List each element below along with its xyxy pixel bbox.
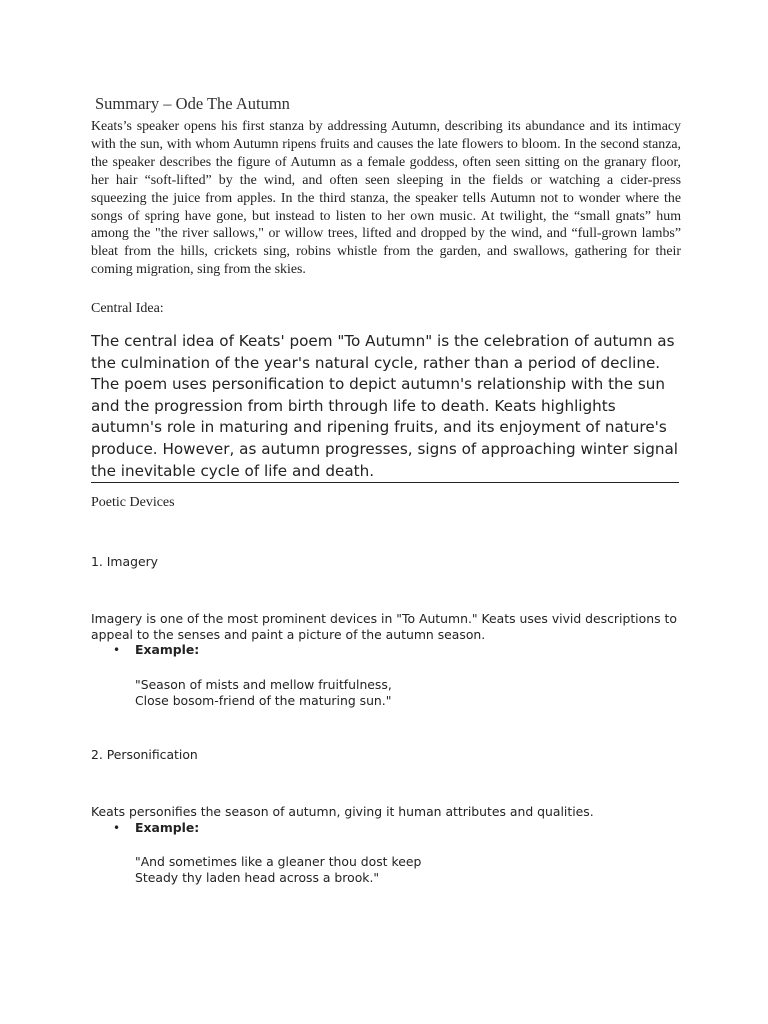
central-idea-label: Central Idea: [91, 301, 164, 316]
personification-heading: 2. Personification [91, 747, 198, 762]
poetic-devices-heading: Poetic Devices [91, 495, 175, 510]
quote-line: "And sometimes like a gleaner thou dost keep [135, 854, 422, 869]
imagery-heading: 1. Imagery [91, 554, 158, 569]
central-idea-paragraph: The central idea of Keats' poem "To Autumn" is the celebration of autumn as the culmination of the year's natural cycle, rather than a period of decline. The poem uses personification to depict autumn's relationship with the sun and the progression from birth through life to death. Keats highlights autumn's role in maturing and ripening fruits, and its enjoyment of nature's produce. However, as autumn progresses, signs of approaching winter signal the inevitable cycle of life and death. [91, 331, 679, 483]
quote-line: "Season of mists and mellow fruitfulness, [135, 677, 392, 692]
example-label: Example: [135, 820, 200, 835]
personification-description: Keats personifies the season of autumn, giving it human attributes and qualities. [91, 804, 594, 819]
imagery-example-item [113, 642, 199, 657]
bullet-icon: • [113, 821, 121, 835]
personification-quote [135, 854, 421, 886]
summary-title: Summary – Ode The Autumn [95, 94, 290, 113]
imagery-quote [135, 677, 392, 709]
quote-line: Steady thy laden head across a brook." [135, 869, 380, 885]
personification-example-item [113, 820, 199, 835]
imagery-description: Imagery is one of the most prominent devices in "To Autumn." Keats uses vivid descriptions to appeal to the senses and paint a picture of the autumn season. [91, 611, 677, 642]
quote-line: Close bosom-friend of the maturing sun." [135, 692, 392, 708]
example-label: Example: [135, 642, 200, 657]
bullet-icon: • [113, 643, 121, 657]
summary-paragraph: Keats’s speaker opens his first stanza by addressing Autumn, describing its abundance and its intimacy with the sun, with whom Autumn ripens fruits and causes the late flowers to bloom. In the second stanza, the speaker describes the figure of Autumn as a female goddess, often seen sitting on the granary floor, her hair “soft-lifted” by the wind, and often seen sleeping in the fields or watching a cider-press squeezing the juice from apples. In the third stanza, the speaker tells Autumn not to wonder where the songs of spring have gone, but instead to listen to her own music. At twilight, the “small gnats” hum among the "the river sallows," or willow trees, lifted and dropped by the wind, and “full-grown lambs” bleat from the hills, crickets sing, robins whistle from the garden, and swallows, gathering for their coming migration, sing from the skies. [91, 119, 681, 278]
